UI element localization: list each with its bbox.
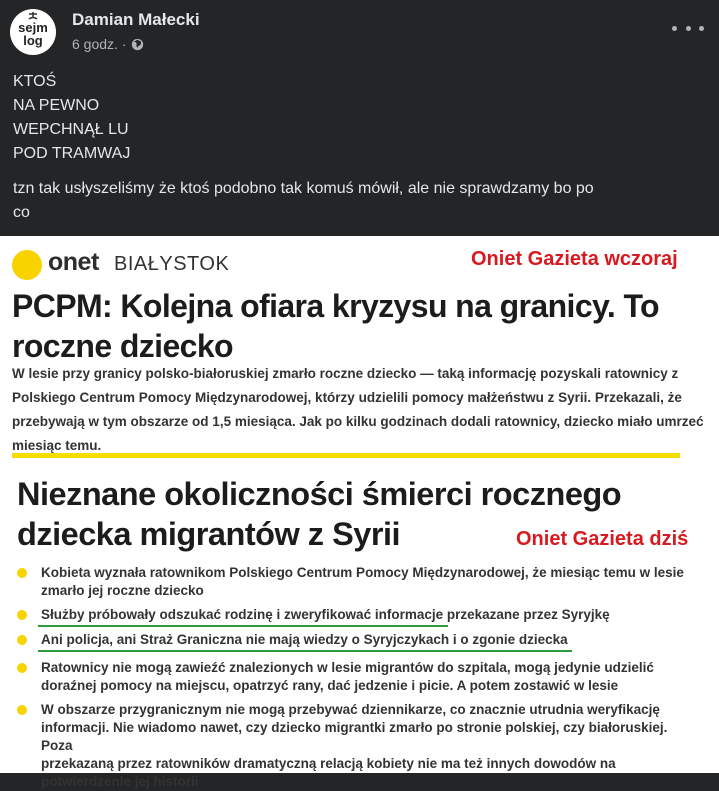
lead-paragraph xyxy=(12,362,712,458)
headline-yesterday xyxy=(12,286,712,366)
bullet-dot-icon xyxy=(17,663,27,673)
bullet-dot-icon xyxy=(17,568,27,578)
avatar[interactable] xyxy=(10,9,56,55)
headline-line: PCPM: Kolejna ofiara kryzysu na granicy. To xyxy=(12,288,659,324)
post-time[interactable]: 6 godz. · xyxy=(72,36,127,52)
bullet-dot-icon xyxy=(17,635,27,645)
author-name[interactable]: Damian Małecki xyxy=(72,10,200,29)
bullet-line: potwierdzenie jej historii xyxy=(41,774,199,789)
post-text-line: NA PEWNO xyxy=(13,97,100,114)
post-text-line: WEPCHNĄŁ LU xyxy=(13,121,129,138)
bullet-line: W obszarze przygranicznym nie mogą przebywać dziennikarze, co znacznie utrudnia weryfikację xyxy=(41,702,660,717)
green-underline xyxy=(38,625,448,627)
green-underline xyxy=(38,650,572,652)
bullet-line: Ratownicy nie mogą zawieźć znalezionych w lesie migrantów do szpitala, mogą jedynie udzielić xyxy=(41,660,654,675)
bullet-line: zmarło jej roczne dziecko xyxy=(41,583,204,598)
onet-logo-city: BIAŁYSTOK xyxy=(114,253,230,275)
lead-line: Polskiego Centrum Pomocy Międzynarodowej, którzy udzielili pomocy małżeństwu z Syrii. Przekazali, że xyxy=(12,390,682,405)
annotation-today: Oniet Gazieta dziś xyxy=(516,528,689,550)
more-dot-icon xyxy=(686,26,691,31)
headline-line: dziecka migrantów z Syrii xyxy=(17,516,401,552)
bullet-line: informacji. Nie wiadomo nawet, czy dziecko migrantki zmarło po stronie polskiej, czy białoruskiej. Poza xyxy=(41,720,668,753)
headline-line: roczne dziecko xyxy=(12,328,234,364)
post-image[interactable] xyxy=(0,236,719,789)
bullet-line: Kobieta wyznała ratownikom Polskiego Centrum Pomocy Międzynarodowej, że miesiąc temu w lesie xyxy=(41,565,684,580)
lead-line: miesiąc temu. xyxy=(12,438,102,453)
lead-line: W lesie przy granicy polsko-białoruskiej zmarło roczne dziecko — taką informację pozyskali ratownicy z xyxy=(12,366,679,381)
more-dot-icon xyxy=(699,26,704,31)
avatar-text-line2: log xyxy=(23,33,43,48)
post-header xyxy=(0,0,719,62)
bullet-dot-icon xyxy=(17,610,27,620)
globe-icon xyxy=(131,38,144,51)
more-dot-icon xyxy=(672,26,677,31)
post-comment-line: co xyxy=(13,204,30,221)
bullet-dot-icon xyxy=(17,705,27,715)
onet-logo-text: onet xyxy=(48,248,99,276)
post-comment-line: tzn tak usłyszeliśmy że ktoś podobno tak komuś mówił, ale nie sprawdzamy bo po xyxy=(13,180,594,197)
bullet-line: doraźnej pomocy na miejscu, opatrzyć rany, dać jedzenie i picie. A potem zostawić w lesie xyxy=(41,678,619,693)
bullet-line: przekazaną przez ratowników dramatyczną relacją kobiety nie ma też innych dowodów na xyxy=(41,756,616,771)
yellow-divider xyxy=(12,453,680,458)
post-text-line: KTOŚ xyxy=(13,73,57,90)
avatar-text-line1: sejm xyxy=(18,20,48,35)
post-meta xyxy=(72,36,144,52)
onet-logo-dot-icon xyxy=(12,250,42,280)
bullet-line: Służby próbowały odszukać rodzinę i zweryfikować informacje przekazane przez Syryjkę xyxy=(41,607,610,622)
annotation-yesterday: Oniet Gazieta wczoraj xyxy=(471,248,678,270)
headline-line: Nieznane okoliczności śmierci rocznego xyxy=(17,476,622,512)
lead-line: przebywają w tym obszarze od 1,5 miesiąca. Jak po kilku godzinach dodali ratownicy, dziecko miało umrzeć xyxy=(12,414,704,429)
post-text-line: POD TRAMWAJ xyxy=(13,145,131,162)
bullet-line: Ani policja, ani Straż Graniczna nie mają wiedzy o Syryjczykach i o zgonie dziecka xyxy=(41,632,568,647)
post-text xyxy=(13,70,703,225)
more-options-button[interactable] xyxy=(672,18,704,38)
